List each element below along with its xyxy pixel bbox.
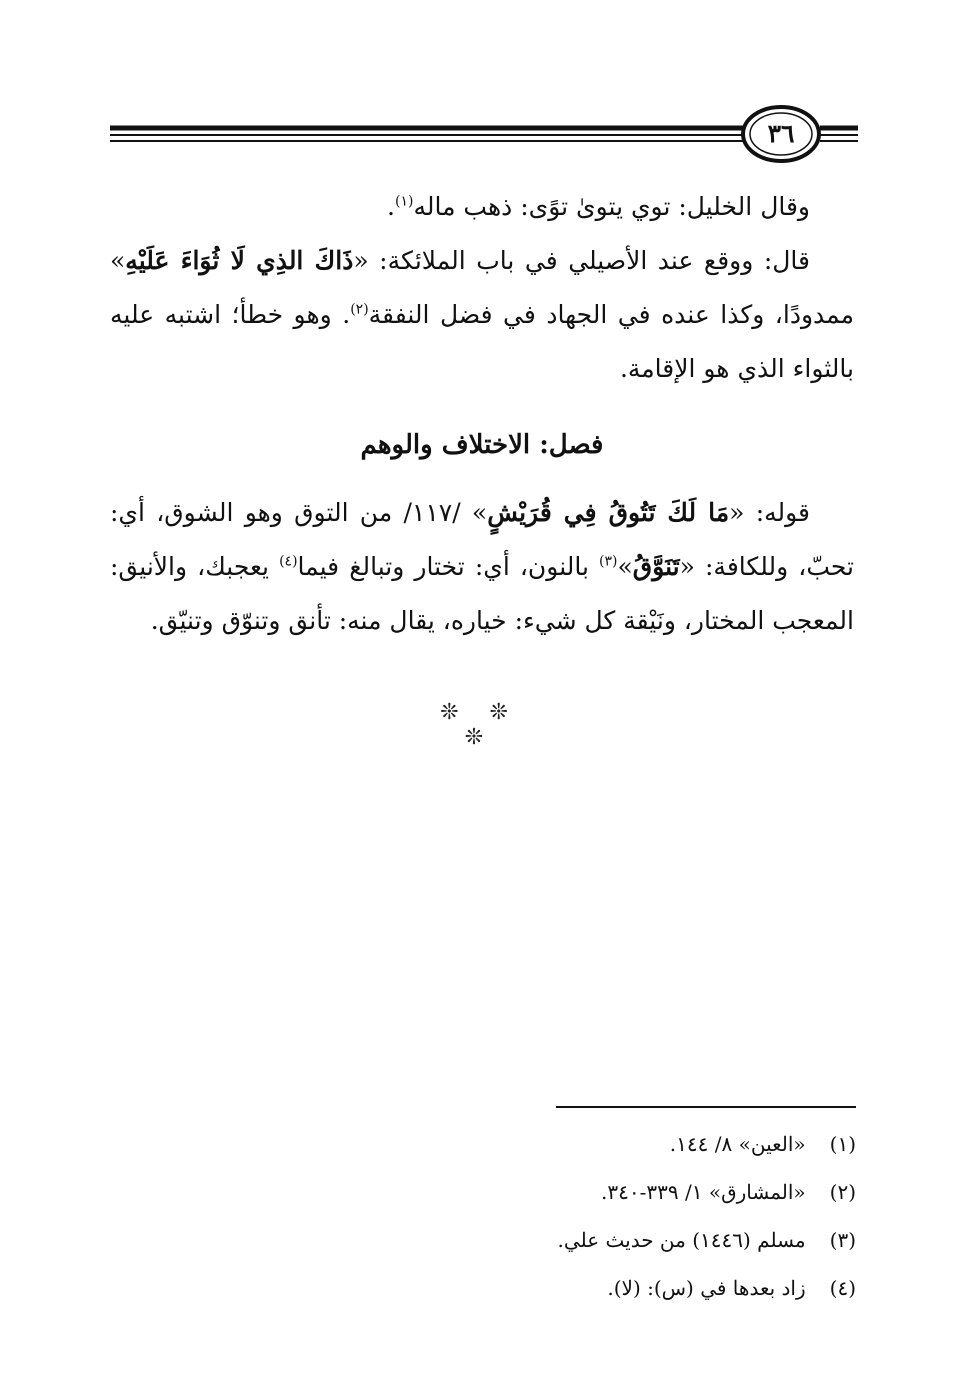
paragraph-3-tail: يعجبك، والأنيق: المعجب المختار، ونَيْقة كل شيء: خياره، يقال منه: تأنق وتنوّق وتنيّق. <box>110 552 854 635</box>
footnote-number: (١) <box>829 1132 856 1156</box>
paragraph-3-mid3: بالنون، أي: تختار وتبالغ فيما <box>297 552 600 581</box>
footnote-divider <box>556 1106 856 1108</box>
paragraph-3 <box>110 486 854 648</box>
footnote-3 <box>300 1216 856 1264</box>
paragraph-1 <box>110 180 854 234</box>
paragraph-3-mid2: » <box>617 552 633 581</box>
paragraph-2-lead: قال: ووقع عند الأصيلي في باب الملائكة: « <box>353 246 811 275</box>
footnote-4 <box>300 1264 856 1312</box>
footnotes <box>300 1120 856 1312</box>
footnote-1 <box>300 1120 856 1168</box>
paragraph-2-mid: » ممدودًا، وكذا عنده في الجهاد في فضل النفقة <box>110 246 854 329</box>
hadith-quote-2: مَا لَكَ تَتُوقُ فِي قُرَيْشٍ <box>487 498 730 527</box>
section-heading: فصل: الاختلاف والوهم <box>360 430 604 460</box>
paragraph-1-end: . <box>387 192 395 221</box>
footnote-text: «العين» ٨/ ١٤٤. <box>669 1132 806 1156</box>
footnote-ref-1: (١) <box>394 193 414 210</box>
footnote-2 <box>300 1168 856 1216</box>
paragraph-2-tail: . وهو خطأ؛ اشتبه عليه بالثواء الذي هو الإقامة. <box>110 300 854 383</box>
footnote-text: زاد بعدها في (س): (لا). <box>607 1276 806 1300</box>
page-number: ٣٦ <box>767 119 795 148</box>
footnote-number: (٤) <box>829 1276 856 1300</box>
hadith-quote: ذَاكَ الذِي لَا ثُوَاءَ عَلَيْهِ <box>125 246 354 275</box>
footnote-text: مسلم (١٤٤٦) من حديث علي. <box>557 1228 806 1252</box>
footnote-text: «المشارق» ١/ ٣٣٩-٣٤٠. <box>601 1180 806 1204</box>
paragraph-2 <box>110 234 854 396</box>
variant-word: تَنَوَّقُ <box>632 552 680 581</box>
footnote-number: (٢) <box>829 1180 856 1204</box>
paragraph-3-mid1: » /١١٧/ من التوق وهو الشوق، أي: تحبّ، وللكافة: « <box>110 498 854 581</box>
footnote-number: (٣) <box>829 1228 856 1252</box>
paragraph-3-lead: قوله: « <box>729 498 811 527</box>
main-text <box>110 180 854 648</box>
footnote-ref-4: (٤) <box>279 553 298 570</box>
footnote-ref-3: (٣) <box>599 553 618 570</box>
paragraph-1-text: وقال الخليل: توي يتوىٰ توًى: ذهب ماله <box>413 192 810 221</box>
section-separator: ❊ ❊ ❊ <box>440 700 520 750</box>
page-header <box>108 96 860 176</box>
footnote-ref-2: (٢) <box>350 301 369 318</box>
